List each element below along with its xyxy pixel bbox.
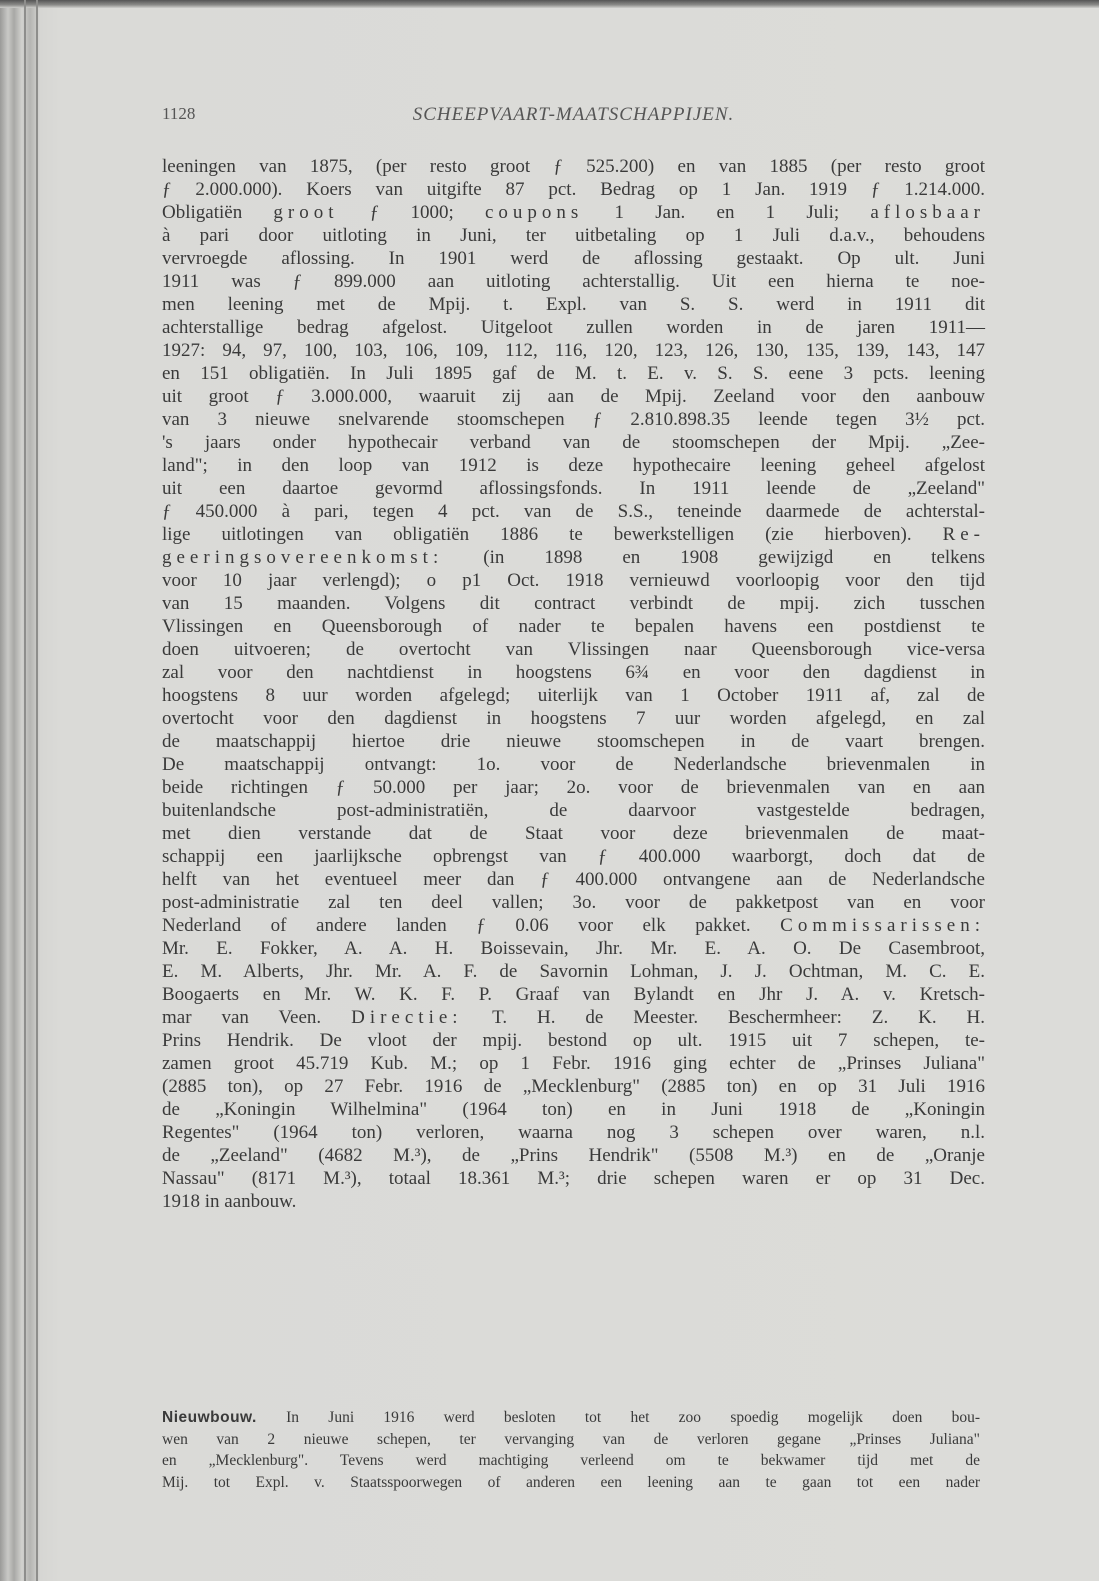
text-line [162,638,985,661]
text-segment: ƒ 1000; [338,202,485,223]
text-line [162,914,985,937]
text-line [162,822,985,845]
text-line [162,661,985,684]
text-segment: T. H. de Meester. Beschermheer: Z. K. H. [462,1007,985,1028]
spaced-emphasis: aflosbaar [870,202,985,223]
text-segment: en 151 obligatiën. In Juli 1895 gaf de M. t. E. v. S. S. eene 3 pcts. leening [162,363,985,384]
text-segment: Prins Hendrik. De vloot der mpij. bestond op ult. 1915 uit 7 schepen, te- [162,1030,985,1051]
text-segment: achterstallige bedrag afgelost. Uitgeloot zullen worden in de jaren 1911— [162,317,985,338]
text-segment: leeningen van 1875, (per resto groot ƒ 525.200) en van 1885 (per resto groot [162,156,985,177]
text-line [162,845,985,868]
text-line [162,1472,980,1494]
text-line [162,270,985,293]
text-line [162,1144,985,1167]
text-segment: de maatschappij hiertoe drie nieuwe stoomschepen in de vaart brengen. [162,731,985,752]
main-text [162,155,985,1213]
text-line [162,983,985,1006]
text-segment: ƒ 450.000 à pari, tegen 4 pct. van de S.S., teneinde daarmede de achterstal- [162,501,985,522]
text-line [162,684,985,707]
text-segment: post-administratie zal ten deel vallen; 3o. voor de pakketpost van en voor [162,892,985,913]
text-segment: mar van Veen. [162,1007,352,1028]
running-title: SCHEEPVAART-MAATSCHAPPIJEN. [412,104,735,125]
text-segment: met dien verstande dat de Staat voor deze brievenmalen de maat- [162,823,985,844]
spaced-emphasis: Re- [942,524,985,545]
text-segment: 1927: 94, 97, 100, 103, 106, 109, 112, 116, 120, 123, 126, 130, 135, 139, 143, 147 [162,340,985,361]
spaced-emphasis: coupons [484,202,584,223]
text-segment: helft van het eventueel meer dan ƒ 400.000 ontvangene aan de Nederlandsche [162,869,985,890]
scan-binding-line [36,0,38,1581]
text-segment: uit groot ƒ 3.000.000, waaruit zij aan de Mpij. Zeeland voor den aanbouw [162,386,985,407]
text-segment: schappij een jaarlijksche opbrengst van ƒ 400.000 waarborgt, doch dat de [162,846,985,867]
spaced-emphasis: geeringsovereenkomst: [162,547,444,568]
text-segment: Mr. E. Fokker, A. A. H. Boissevain, Jhr. Mr. E. A. O. De Casembroot, [162,938,985,959]
text-segment: De maatschappij ontvangt: 1o. voor de Nederlandsche brievenmalen in [162,754,985,775]
text-segment: 1 Jan. en 1 Juli; [583,202,871,223]
text-line [162,1006,985,1029]
text-segment: E. M. Alberts, Jhr. Mr. A. F. de Savornin Lohman, J. J. Ochtman, M. C. E. [162,961,985,982]
text-segment: 's jaars onder hypothecair verband van de stoomschepen der Mpij. „Zee- [162,432,985,453]
text-segment: Nederland of andere landen ƒ 0.06 voor elk pakket. [162,915,781,936]
text-line [162,707,985,730]
text-line [162,1190,985,1213]
text-line [162,155,985,178]
text-line [162,1429,980,1451]
text-line [162,408,985,431]
text-segment: Nassau" (8171 M.³), totaal 18.361 M.³; drie schepen waren er op 31 Dec. [162,1168,985,1189]
text-line [162,1450,980,1472]
text-segment: van 3 nieuwe snelvarende stoomschepen ƒ 2.810.898.35 leende tegen 3½ pct. [162,409,985,430]
text-line [162,362,985,385]
text-segment: hoogstens 8 uur worden afgelegd; uiterlijk van 1 October 1911 af, zal de [162,685,985,706]
text-line [162,799,985,822]
spaced-emphasis: Commissarissen: [780,915,985,936]
text-segment: 1911 was ƒ 899.000 aan uitloting achterstallig. Uit een hierna te noe- [162,271,985,292]
text-segment: de „Zeeland" (4682 M.³), de „Prins Hendrik" (5508 M.³) en de „Oranje [162,1145,985,1166]
text-line [162,1121,985,1144]
section-heading: Nieuwbouw. [162,1409,257,1426]
text-line [162,431,985,454]
spaced-emphasis: Directie: [351,1007,463,1028]
text-line [162,339,985,362]
text-segment: (in 1898 en 1908 gewijzigd en telkens [443,547,985,568]
text-segment: Obligatiën [162,202,274,223]
text-segment: In Juni 1916 werd besloten tot het zoo spoedig mogelijk doen bou- [256,1409,980,1426]
text-segment: zal voor den nachtdienst in hoogstens 6¾ en voor den dagdienst in [162,662,985,683]
text-line [162,500,985,523]
text-segment: beide richtingen ƒ 50.000 per jaar; 2o. voor de brievenmalen van en aan [162,777,985,798]
text-segment: voor 10 jaar verlengd); o p1 Oct. 1918 vernieuwd voorloopig voor den tijd [162,570,985,591]
text-segment: 1918 in aanbouw. [162,1191,297,1212]
text-segment: de „Koningin Wilhelmina" (1964 ton) en in Juni 1918 de „Koningin [162,1099,985,1120]
text-line [162,1407,980,1429]
text-line [162,569,985,592]
text-line [162,730,985,753]
text-line [162,868,985,891]
text-line [162,753,985,776]
text-line [162,178,985,201]
text-line [162,385,985,408]
text-segment: en „Mecklenburg". Tevens werd machtiging verleend om te bekwamer tijd met de [162,1452,980,1470]
scan-top-edge [0,0,1099,8]
text-segment: wen van 2 nieuwe schepen, ter vervanging van de verloren gegane „Prinses Juliana" [162,1430,980,1448]
text-line [162,477,985,500]
text-line [162,201,985,224]
text-line [162,293,985,316]
text-line [162,1052,985,1075]
text-line [162,1167,985,1190]
text-segment: men leening met de Mpij. t. Expl. van S. S. werd in 1911 dit [162,294,985,315]
page-header [162,104,985,130]
text-line [162,615,985,638]
text-segment: Vlissingen en Queensborough of nader te bepalen havens een postdienst te [162,616,985,637]
page-number: 1128 [162,104,196,123]
text-segment: overtocht voor den dagdienst in hoogstens 7 uur worden afgelegd, en zal [162,708,985,729]
text-line [162,454,985,477]
text-segment: lige uitlotingen van obligatiën 1886 te bewerkstelligen (zie hierboven). [162,524,943,545]
text-line [162,1075,985,1098]
text-line [162,891,985,914]
text-line [162,937,985,960]
text-segment: Mij. tot Expl. v. Staatsspoorwegen of anderen een leening aan te gaan tot een nader [162,1474,980,1492]
text-line [162,1029,985,1052]
text-segment: ƒ 2.000.000). Koers van uitgifte 87 pct. Bedrag op 1 Jan. 1919 ƒ 1.214.000. [162,179,985,200]
text-segment: land"; in den loop van 1912 is deze hypothecaire leening geheel afgelost [162,455,985,476]
text-segment: buitenlandsche post-administratiën, de daarvoor vastgestelde bedragen, [162,800,985,821]
text-line [162,960,985,983]
text-line [162,546,985,569]
text-line [162,316,985,339]
text-segment: (2885 ton), op 27 Febr. 1916 de „Mecklenburg" (2885 ton) en op 31 Juli 1916 [162,1076,985,1097]
text-segment: à pari door uitloting in Juni, ter uitbetaling op 1 Juli d.a.v., behoudens [162,225,985,246]
text-line [162,776,985,799]
text-line [162,1098,985,1121]
scan-binding-line [24,0,26,1581]
text-line [162,592,985,615]
text-line [162,224,985,247]
text-line [162,523,985,546]
text-segment: vervroegde aflossing. In 1901 werd de aflossing gestaakt. Op ult. Juni [162,248,985,269]
text-line [162,247,985,270]
text-segment: doen uitvoeren; de overtocht van Vlissingen naar Queensborough vice-versa [162,639,985,660]
footnote-nieuwbouw [162,1407,980,1494]
text-segment: Boogaerts en Mr. W. K. F. P. Graaf van Bylandt en Jhr J. A. v. Kretsch- [162,984,985,1005]
text-segment: uit een daartoe gevormd aflossingsfonds. In 1911 leende de „Zeeland" [162,478,985,499]
text-segment: van 15 maanden. Volgens dit contract verbindt de mpij. zich tusschen [162,593,985,614]
text-segment: Regentes" (1964 ton) verloren, waarna nog 3 schepen over waren, n.l. [162,1122,985,1143]
text-segment: zamen groot 45.719 Kub. M.; op 1 Febr. 1916 ging echter de „Prinses Juliana" [162,1053,985,1074]
spaced-emphasis: groot [273,202,339,223]
